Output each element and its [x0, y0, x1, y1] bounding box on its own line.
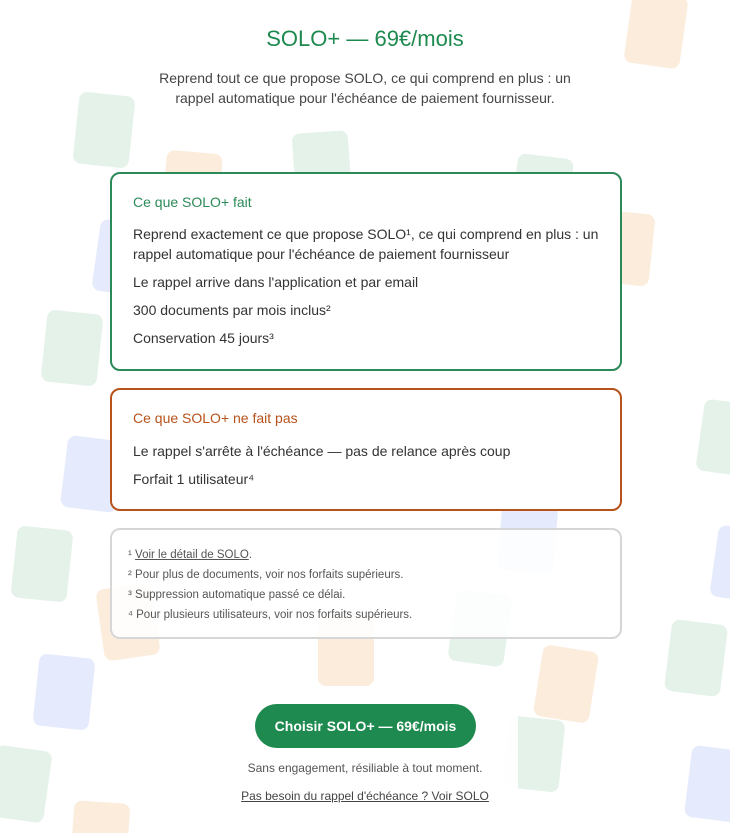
- footnote-2: ² Pour plus de documents, voir nos forfaits supérieurs.: [128, 569, 404, 581]
- limitation-item: Le rappel s'arrête à l'échéance — pas de relance après coup: [133, 443, 511, 459]
- choose-plan-button[interactable]: Choisir SOLO+ — 69€/mois: [255, 704, 476, 748]
- features-excluded-card: [110, 388, 622, 511]
- features-excluded-heading: Ce que SOLO+ ne fait pas: [133, 410, 298, 426]
- feature-item: 300 documents par mois inclus²: [133, 302, 331, 318]
- footnotes-card: [110, 528, 622, 639]
- features-included-card: [110, 172, 622, 371]
- footnote-1-suffix: .: [248, 549, 253, 561]
- solo-details-link[interactable]: Voir le détail de SOLO: [135, 549, 249, 561]
- footnote-4: ⁴ Pour plusieurs utilisateurs, voir nos forfaits supérieurs.: [128, 609, 413, 621]
- page-title: SOLO+ — 69€/mois: [266, 26, 464, 51]
- see-solo-link[interactable]: Pas besoin du rappel d'échéance ? Voir SOLO: [241, 789, 489, 803]
- footnote-1: [128, 545, 604, 565]
- feature-item: Reprend exactement ce que propose SOLO¹, ce qui comprend en plus : un rappel automatique pour l'échéance de paiement fournisseur: [133, 226, 599, 262]
- alternative-plan-link-row: [0, 789, 730, 803]
- commitment-note: Sans engagement, résiliable à tout moment.: [247, 761, 483, 775]
- footnote-1-prefix: ¹: [128, 549, 136, 561]
- footnote-3: ³ Suppression automatique passé ce délai.: [128, 589, 346, 601]
- page-subtitle: Reprend tout ce que propose SOLO, ce qui comprend en plus : un rappel automatique pour l'échéance de paiement fournisseur.: [140, 68, 590, 108]
- limitation-item: Forfait 1 utilisateur⁴: [133, 471, 255, 487]
- features-included-heading: Ce que SOLO+ fait: [133, 194, 252, 210]
- feature-item: Le rappel arrive dans l'application et par email: [133, 274, 419, 290]
- feature-item: Conservation 45 jours³: [133, 330, 274, 346]
